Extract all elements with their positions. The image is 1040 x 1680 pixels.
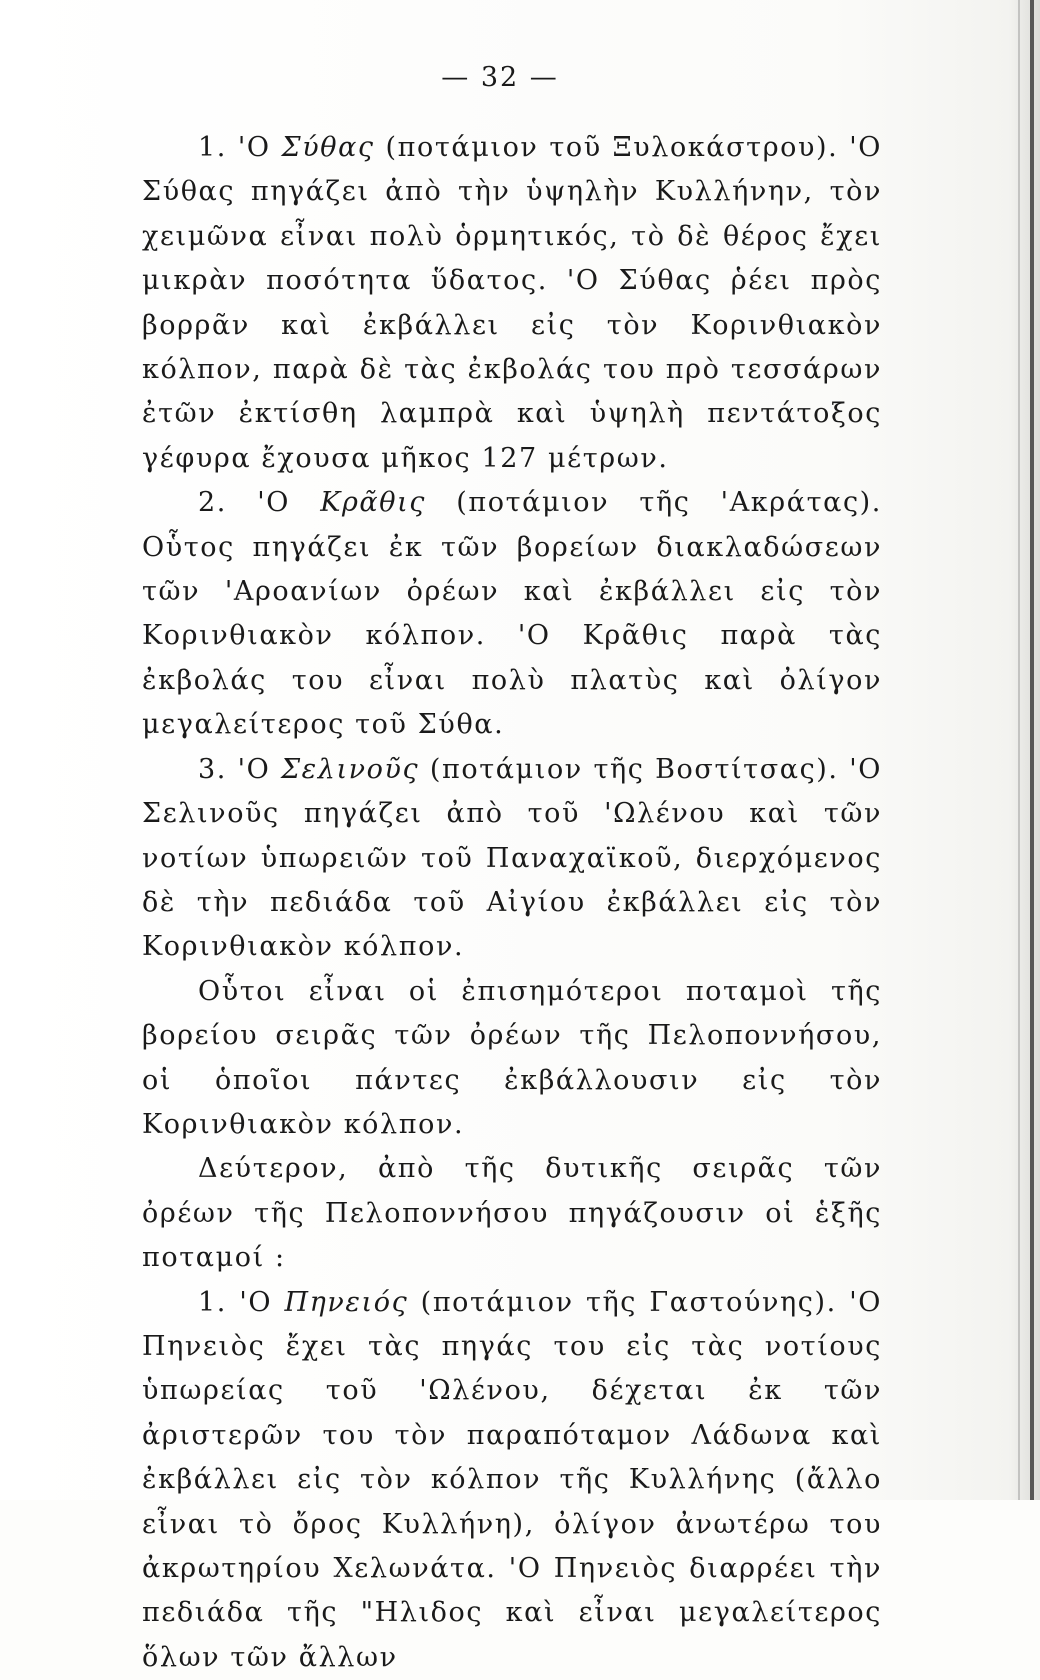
river-name: Πηνειός [284, 1286, 409, 1318]
page-edge-line [1018, 0, 1020, 1500]
river-name: Σελινοῦς [280, 753, 420, 785]
paragraph-pineios: 1. 'Ο Πηνειός (ποτάμιον τῆς Γαστούνης). 'Ο Πηνειὸς ἔχει τὰς πηγάς του εἰς τὰς νοτίους ὑπωρείας τοῦ 'Ωλένου, δέχεται ἐκ τῶν ἀριστερῶν του τὸν παραπόταμον Λάδωνα καὶ ἐκβάλλει εἰς τὸν κόλπον τῆς Κυλλήνης (ἄλλο εἶναι τὸ ὄρος Κυλλήνη), ὀλίγον ἀνωτέρω του ἀκρωτηρίου Χελωνάτα. 'Ο Πηνειὸς διαρρέει τὴν πεδιάδα τῆς "Ηλιδος καὶ εἶναι μεγαλείτερος ὅλων τῶν ἄλλων [142, 1286, 882, 1673]
page-number: — 32 — [441, 62, 559, 93]
river-name: Σύθας [281, 132, 375, 163]
paragraph-krathis: 2. 'Ο Κρᾶθις (ποτάμιον τῆς 'Ακράτας). Οὗτος πηγάζει ἐκ τῶν βορείων διακλαδώσεων τῶν 'Αροανίων ὀρέων καὶ ἐκβάλλει εἰς τὸν Κορινθιακὸν κόλπον. 'Ο Κρᾶθις παρὰ τὰς ἐκβολάς του εἶναι πολὺ πλατὺς καὶ ὀλίγον μεγαλείτερος τοῦ Σύθα. [142, 487, 882, 741]
paragraph-sythas: 1. 'Ο Σύθας (ποτάμιον τοῦ Ξυλοκάστρου). 'Ο Σύθας πηγάζει ἀπὸ τὴν ὑψηλὴν Κυλλήνην, τὸν χειμῶνα εἶναι πολὺ ὁρμητικός, τὸ δὲ θέρος ἔχει μικρὰν ποσότητα ὕδατος. 'Ο Σύθας ῥέει πρὸς βορρᾶν καὶ ἐκβάλλει εἰς τὸν Κορινθιακὸν κόλπον, παρὰ δὲ τὰς ἐκβολάς του πρὸ τεσσάρων ἐτῶν ἐκτίσθη λαμπρὰ καὶ ὑψηλὴ πεντάτοξος γέφυρα ἔχουσα μῆκος 127 μέτρων. [142, 132, 882, 474]
body-text [142, 126, 882, 1680]
page-edge-shadow [1030, 0, 1034, 1500]
river-name: Κρᾶθις [320, 487, 427, 519]
paragraph-summary: Οὗτοι εἶναι οἱ ἐπισημότεροι ποταμοὶ τῆς βορείου σειρᾶς τῶν ὀρέων τῆς Πελοποννήσου, οἱ ὁποῖοι πάντες ἐκβάλλουσιν εἰς τὸν Κορινθιακὸν κόλπον. [142, 975, 882, 1140]
paragraph-western-range: Δεύτερον, ἀπὸ τῆς δυτικῆς σειρᾶς τῶν ὀρέων τῆς Πελοποννήσου πηγάζουσιν οἱ ἑξῆς ποταμοί : [142, 1153, 882, 1274]
paragraph-selinous: 3. 'Ο Σελινοῦς (ποτάμιον τῆς Βοστίτσας). 'Ο Σελινοῦς πηγάζει ἀπὸ τοῦ 'Ωλένου καὶ τῶν νοτίων ὑπωρειῶν τοῦ Παναχαϊκοῦ, διερχόμενος δὲ τὴν πεδιάδα τοῦ Αἰγίου ἐκβάλλει εἰς τὸν Κορινθιακὸν κόλπον. [142, 753, 882, 963]
